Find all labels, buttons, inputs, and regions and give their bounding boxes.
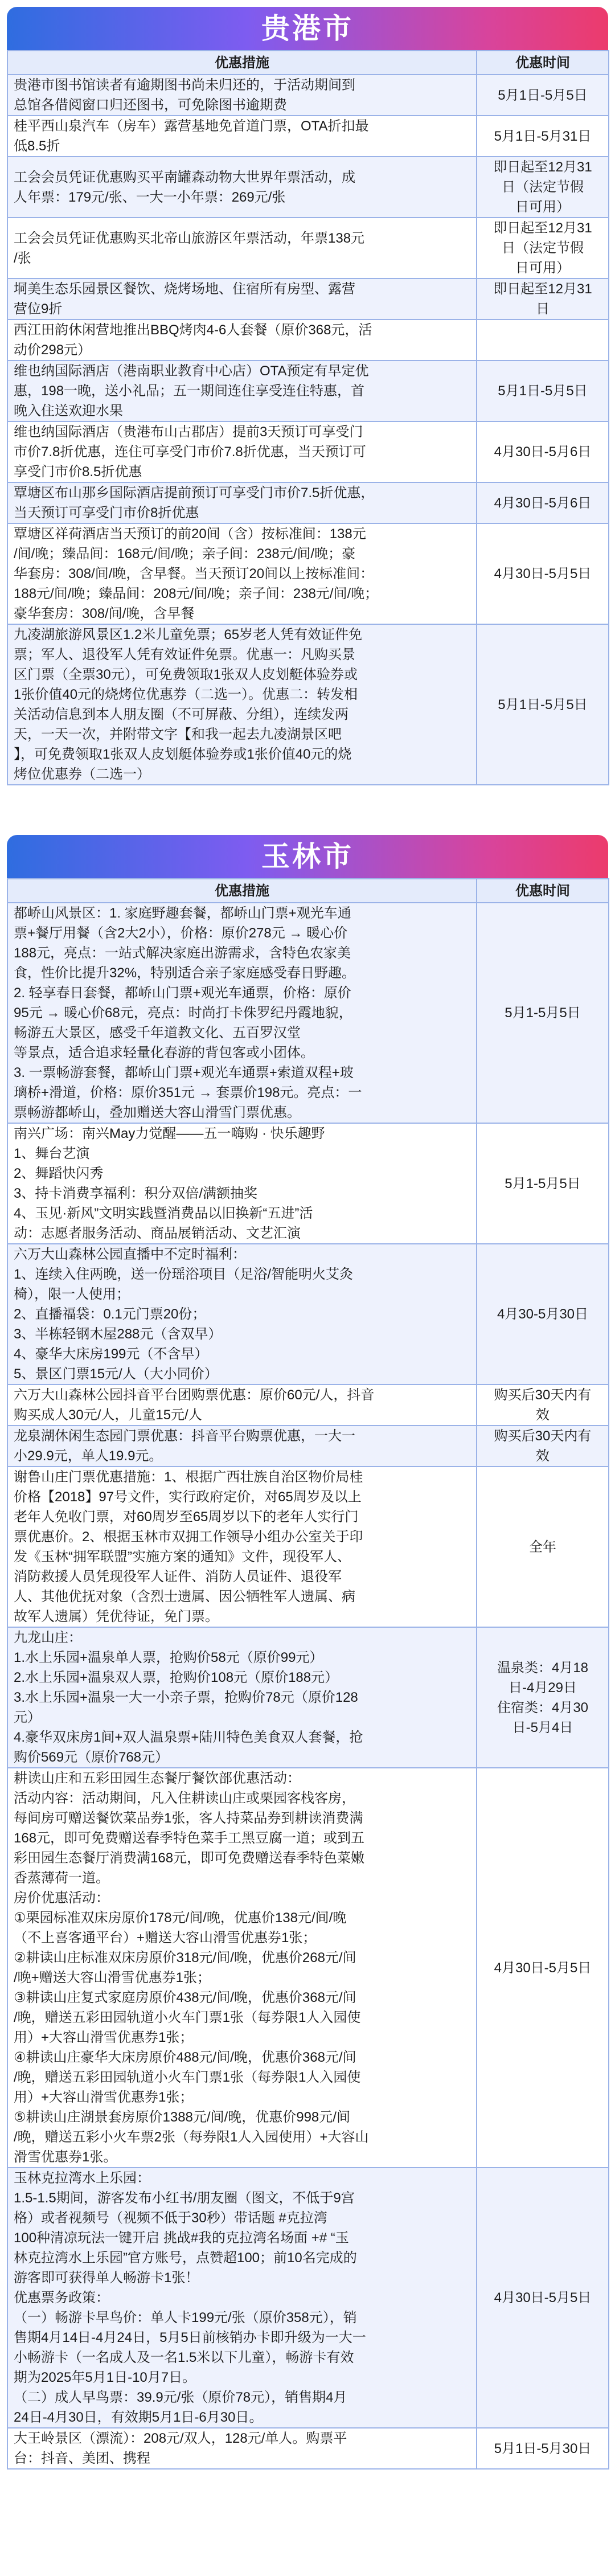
offer-measure-cell xyxy=(7,523,477,624)
offer-measure-line: 票；军人、退役军人凭有效证件免票。优惠一：凡购买景 xyxy=(14,647,355,662)
offer-time-line: 5月1-5月5日 xyxy=(505,1005,581,1021)
offer-measure-cell xyxy=(7,903,477,1123)
offer-measure-line: 彩田园生态餐厅消费满168元，即可免费赠送春季特色菜嫩 xyxy=(14,1850,365,1866)
offer-measure-line: 每间房可赠送餐饮菜品券1张，客人持菜品券到耕读消费满 xyxy=(14,1811,363,1826)
offer-measure-line: 覃塘区布山那乡国际酒店提前预订可享受门市价7.5折优惠， xyxy=(14,485,375,501)
offer-measure-cell xyxy=(7,421,477,482)
offer-measure-line: 100种清凉玩法一键开启 挑战#我的克拉湾名场面 +# “玉 xyxy=(14,2230,349,2246)
offer-measure-line: 九凌湖旅游风景区1.2米儿童免票；65岁老人凭有效证件免 xyxy=(14,627,363,642)
offer-measure-cell xyxy=(7,1768,477,2168)
offer-time-line: 4月30日-5月6日 xyxy=(494,495,592,511)
table-row xyxy=(7,624,609,785)
offer-time-cell xyxy=(477,157,609,218)
offer-measure-line: ②耕读山庄标准双床房原价318元/间/晚，优惠价268元/间 xyxy=(14,1950,356,1965)
offer-measure-line: 晚入住送欢迎水果 xyxy=(14,403,123,419)
offer-time-cell xyxy=(477,523,609,624)
offer-measure-line: 六万大山森林公园抖音平台团购票优惠：原价60元/人，抖音 xyxy=(14,1387,375,1403)
offer-time-cell xyxy=(477,218,609,279)
offer-measure-line: 惠，198一晚，送小礼品；五一期间连住享受连住特惠，首 xyxy=(14,383,365,399)
offer-time-cell xyxy=(477,361,609,421)
offer-measure-line: 维也纳国际酒店（港南职业教育中心店）OTA预定有早定优 xyxy=(14,363,369,379)
offer-measure-line: /张 xyxy=(14,250,31,266)
offer-measure-line: 2、直播福袋：0.1元门票20份； xyxy=(14,1307,206,1322)
offer-measure-line: 工会会员凭证优惠购买平南罐森动物大世界年票活动，成 xyxy=(14,169,355,185)
offer-measure-line: 5、景区门票15元/人（大小同价） xyxy=(14,1366,218,1382)
offer-measure-line: 天，一天一次，并附带文字【和我一起去九凌湖景区吧 xyxy=(14,727,342,742)
offer-measure-line: 维也纳国际酒店（贵港布山古郡店）提前3天预订可享受门 xyxy=(14,424,363,440)
offer-measure-line: 168元，即可免费赠送春季特色菜手工黑豆腐一道；或到五 xyxy=(14,1830,365,1846)
offer-measure-line: 期为2025年5月1日-10月7日。 xyxy=(14,2370,196,2385)
offer-measure-line: ④耕读山庄豪华大床房原价488元/间/晚，优惠价368元/间 xyxy=(14,2050,356,2065)
offer-measure-line: 都峤山风景区：1. 家庭野趣套餐，都峤山门票+观光车通 xyxy=(14,906,351,921)
offer-time-line: 温泉类：4月18 xyxy=(497,1660,589,1676)
offer-measure-line: 老年人免收门票，对60周岁至65周岁以下的老年人实行门 xyxy=(14,1509,359,1525)
offer-time-cell xyxy=(477,624,609,785)
offer-measure-line: 市价7.8折优惠，连住可享受门市价7.8折优惠，当天预订可 xyxy=(14,444,366,460)
offer-time-cell xyxy=(477,1385,609,1426)
offer-measure-line: 当天预订可享受门市价8折优惠 xyxy=(14,505,199,521)
offer-measure-cell xyxy=(7,624,477,785)
table-body-guigang xyxy=(7,75,609,785)
offer-measure-line: 桂平西山泉汽车（房车）露营基地免首道门票，OTA折扣最 xyxy=(14,118,369,134)
offer-measure-line: （一）畅游卡早鸟价：单人卡199元/张（原价358元），销 xyxy=(14,2310,357,2325)
table-body-yulin xyxy=(7,903,609,2469)
offer-measure-line: 西江田韵休闲营地推出BBQ烤肉4-6人套餐（原价368元，活 xyxy=(14,322,372,338)
offer-measure-line: 售期4月14日-4月24日，5月5日前核销办卡即升级为一大一 xyxy=(14,2330,366,2345)
offer-time-cell xyxy=(477,279,609,320)
offer-measure-cell xyxy=(7,320,477,361)
offer-measure-line: 动：志愿者服务活动、商品展销活动、文艺汇演 xyxy=(14,1226,301,1241)
offer-measure-line: 香蒸薄荷一道。 xyxy=(14,1870,109,1886)
offer-measure-line: 4、豪华大床房199元（不含早） xyxy=(14,1346,208,1362)
offer-measure-line: 用）+大容山滑雪优惠券1张； xyxy=(14,2030,194,2045)
offer-time-cell xyxy=(477,2168,609,2428)
offer-measure-line: （不上喜客通平台）+赠送大容山滑雪优惠券1张； xyxy=(14,1930,317,1946)
offer-measure-line: 九龙山庄： xyxy=(14,1630,82,1645)
offer-time-cell xyxy=(477,1426,609,1467)
offer-measure-line: 3、半栋轻钢木屋288元（含双早） xyxy=(14,1326,222,1342)
offer-measure-cell xyxy=(7,116,477,157)
offer-measure-line: /晚+赠送大容山滑雪优惠券1张； xyxy=(14,1970,211,1985)
city-title-yulin: 玉林市 xyxy=(7,835,608,878)
offer-measure-line: 格）或者视频号（视频不低于30秒）带话题 #克拉湾 xyxy=(14,2210,327,2226)
offers-table-guigang xyxy=(7,50,609,785)
offer-measure-line: 林克拉湾水上乐园”官方账号，点赞超100；前10名完成的 xyxy=(14,2250,357,2266)
offer-time-line: 即日起至12月31 xyxy=(493,281,592,297)
offer-measure-line: 1、连续入住两晚，送一份瑶浴项目（足浴/智能明火艾灸 xyxy=(14,1267,354,1282)
offer-time-line: 日可用） xyxy=(515,260,570,276)
table-row xyxy=(7,2428,609,2469)
city-title-guigang: 贵港市 xyxy=(7,7,608,50)
offer-time-line: 日-4月29日 xyxy=(508,1680,577,1696)
offer-measure-line: 小畅游卡（一名成人及一名1.5米以下儿童），畅游卡有效 xyxy=(14,2350,354,2365)
offer-measure-line: /间/晚；臻品间：168元/间/晚；亲子间：238元/间/晚；豪 xyxy=(14,546,356,562)
column-header-time: 优惠时间 xyxy=(477,879,609,903)
offer-measure-line: 椅），限一人使用； xyxy=(14,1287,130,1302)
offer-measure-line: 六万大山森林公园直播中不定时福利： xyxy=(14,1247,246,1262)
table-row xyxy=(7,523,609,624)
offer-measure-line: 2.水上乐园+温泉双人票，抢购价108元（原价188元） xyxy=(14,1670,339,1685)
offer-measure-cell xyxy=(7,1244,477,1385)
offer-measure-line: 畅游五大景区，感受千年道教文化、五百罗汉堂 xyxy=(14,1025,301,1041)
offer-time-line: 4月30日-5月5日 xyxy=(494,566,592,581)
offer-measure-line: 营位9折 xyxy=(14,301,63,317)
offer-measure-line: 1.5-1.5期间，游客发布小红书/朋友圈（图文，不低于9宫 xyxy=(14,2190,355,2206)
offer-measure-line: 故军人遗属）凭优待证，免门票。 xyxy=(14,1609,219,1624)
offer-time-cell xyxy=(477,421,609,482)
offer-measure-cell xyxy=(7,1385,477,1426)
offer-time-line: 5月1-5月5日 xyxy=(505,1176,581,1191)
offer-measure-line: 人年票：179元/张、一大一小年票：269元/张 xyxy=(14,189,286,205)
table-row xyxy=(7,1385,609,1426)
offer-measure-line: 4.豪华双床房1间+双人温泉票+陆川特色美食双人套餐，抢 xyxy=(14,1730,363,1745)
table-row xyxy=(7,279,609,320)
offer-measure-line: 188元，亮点：一站式解决家庭出游需求，含特色农家美 xyxy=(14,945,351,961)
column-header-measure: 优惠措施 xyxy=(7,51,477,75)
offer-measure-cell xyxy=(7,2168,477,2428)
offer-measure-line: 人、其他优抚对象（含烈士遗属、因公牺牲军人遗属、病 xyxy=(14,1589,355,1604)
offer-time-cell xyxy=(477,2428,609,2469)
offer-time-line: 日（法定节假 xyxy=(502,179,584,195)
offer-measure-line: 等景点，适合追求轻量化春游的背包客或小团体。 xyxy=(14,1045,314,1060)
offer-measure-line: ⑤耕读山庄湖景套房原价1388元/间/晚，优惠价998元/间 xyxy=(14,2110,350,2125)
offer-time-line: 日可用） xyxy=(515,199,570,215)
offer-measure-line: 工会会员凭证优惠购买北帝山旅游区年票活动，年票138元 xyxy=(14,230,365,246)
table-row xyxy=(7,1123,609,1244)
offer-time-line: 4月30日-5月5日 xyxy=(494,1960,592,1976)
column-header-measure: 优惠措施 xyxy=(7,879,477,903)
offer-measure-line: 大王岭景区（漂流）：208元/双人，128元/单人。购票平 xyxy=(14,2431,347,2446)
offer-measure-line: 总馆各借阅窗口归还图书，可免除图书逾期费 xyxy=(14,97,287,113)
offer-measure-line: 龙泉湖休闲生态园门票优惠：抖音平台购票优惠，一大一 xyxy=(14,1428,355,1444)
offer-measure-line: ③耕读山庄复式家庭房原价438元/间/晚，优惠价368元/间 xyxy=(14,1990,356,2005)
table-row xyxy=(7,482,609,523)
column-header-time: 优惠时间 xyxy=(477,51,609,75)
table-row xyxy=(7,1467,609,1627)
table-row xyxy=(7,116,609,157)
offer-measure-cell xyxy=(7,1467,477,1627)
offer-measure-line: 豪华套房：308/间/晚，含早餐 xyxy=(14,606,195,621)
offer-measure-line: 3.水上乐园+温泉一大一小亲子票，抢购价78元（原价128 xyxy=(14,1690,358,1705)
offer-measure-line: 关活动信息到本人朋友圈（不可屏蔽、分组），连续发两 xyxy=(14,707,348,722)
table-row xyxy=(7,1426,609,1467)
offer-time-line: 5月1日-5月5日 xyxy=(498,697,588,712)
table-row xyxy=(7,1244,609,1385)
table-row xyxy=(7,75,609,116)
offer-measure-line: 3. 一票畅游套餐，都峤山门票+观光车通票+索道双程+玻 xyxy=(14,1065,354,1080)
offer-time-line: 即日起至12月31 xyxy=(493,220,592,236)
table-row xyxy=(7,1768,609,2168)
offer-time-line: 购买后30天内有 xyxy=(494,1387,592,1403)
offer-measure-line: 谢鲁山庄门票优惠措施：1、根据广西壮族自治区物价局桂 xyxy=(14,1469,363,1485)
offer-time-line: 住宿类：4月30 xyxy=(497,1699,589,1715)
offer-measure-line: 区门票（全票30元），可免费领取1张双人皮划艇体验券或 xyxy=(14,667,358,682)
offer-time-cell xyxy=(477,1627,609,1768)
offer-measure-line: 元） xyxy=(14,1710,41,1725)
offer-time-line: 5月1日-5月5日 xyxy=(498,87,588,103)
table-row xyxy=(7,218,609,279)
offer-time-cell xyxy=(477,320,609,361)
offer-measure-line: 188元/间/晚；臻品间：208元/间/晚；亲子间：238元/间/晚； xyxy=(14,586,379,601)
offer-measure-line: 食，性价比提升32%，特别适合亲子家庭感受春日野趣。 xyxy=(14,965,356,981)
offer-measure-line: 2、舞蹈快闪秀 xyxy=(14,1166,104,1181)
table-row xyxy=(7,1627,609,1768)
offer-measure-line: 玉林克拉湾水上乐园： xyxy=(14,2170,150,2186)
offer-measure-line: 台：抖音、美团、携程 xyxy=(14,2451,150,2466)
offer-measure-line: 小29.9元，单人19.9元。 xyxy=(14,1448,163,1464)
offer-time-line: 全年 xyxy=(529,1539,556,1555)
offer-measure-line: 优惠票务政策： xyxy=(14,2290,109,2305)
table-row xyxy=(7,361,609,421)
offer-time-line: 5月1日-5月30日 xyxy=(494,2440,592,2456)
offer-measure-cell xyxy=(7,2428,477,2469)
offers-table-yulin xyxy=(7,878,609,2469)
offer-measure-cell xyxy=(7,157,477,218)
offer-measure-line: 购买成人30元/人，儿童15元/人 xyxy=(14,1407,202,1423)
offer-time-line: 日（法定节假 xyxy=(502,240,584,256)
offer-measure-cell xyxy=(7,482,477,523)
table-row xyxy=(7,421,609,482)
table-row xyxy=(7,903,609,1123)
offer-measure-line: 房价优惠活动： xyxy=(14,1890,109,1906)
offer-time-line: 5月1日-5月5日 xyxy=(498,383,588,399)
offer-measure-line: /晚，赠送五彩田园轨道小火车门票1张（每券限1人入园使 xyxy=(14,2010,361,2025)
offer-measure-line: 烤位优惠券（二选一） xyxy=(14,767,150,782)
offer-measure-line: 游客即可获得单人畅游卡1张！ xyxy=(14,2270,199,2286)
offer-measure-line: 发《玉林“拥军联盟”实施方案的通知》文件，现役军人、 xyxy=(14,1549,351,1565)
offer-time-line: 即日起至12月31 xyxy=(493,159,592,175)
offer-time-cell xyxy=(477,482,609,523)
offer-measure-line: （二）成人早鸟票：39.9元/张（原价78元），销售期4月 xyxy=(14,2390,347,2405)
offer-measure-line: 票畅游都峤山，叠加赠送大容山滑雪门票优惠。 xyxy=(14,1105,301,1120)
offer-time-line: 4月30-5月30日 xyxy=(497,1307,589,1322)
table-row xyxy=(7,2168,609,2428)
offer-time-line: 日-5月4日 xyxy=(512,1719,573,1735)
offer-measure-line: 4、玉见·新风”文明实践暨消费品以旧换新“五进”活 xyxy=(14,1206,313,1221)
offer-measure-line: 消防救援人员凭现役军人证件、消防人员证件、退役军 xyxy=(14,1569,342,1584)
offer-measure-line: 2. 轻享春日套餐，都峤山门票+观光车通票，价格：原价 xyxy=(14,985,351,1001)
offer-time-line: 购买后30天内有 xyxy=(494,1428,592,1444)
offer-measure-line: 3、持卡消费享福利：积分双倍/满额抽奖 xyxy=(14,1186,258,1201)
offer-measure-line: 1、舞台艺演 xyxy=(14,1146,90,1161)
offer-time-cell xyxy=(477,1467,609,1627)
offer-measure-line: /晚，赠送五彩田园轨道小火车门票1张（每券限1人入园使 xyxy=(14,2070,361,2085)
offer-measure-cell xyxy=(7,75,477,116)
offer-measure-line: 用）+大容山滑雪优惠券1张； xyxy=(14,2090,194,2105)
offer-time-cell xyxy=(477,1123,609,1244)
offer-time-line: 4月30日-5月6日 xyxy=(494,444,592,460)
offer-time-cell xyxy=(477,1244,609,1385)
offer-measure-cell xyxy=(7,361,477,421)
offer-measure-cell xyxy=(7,218,477,279)
offer-time-line: 效 xyxy=(536,1448,550,1464)
offer-measure-line: 活动内容：活动期间，凡入住耕读山庄或栗园客栈客房， xyxy=(14,1791,355,1806)
offer-measure-line: 票+餐厅用餐（含2大2小），价格：原价278元 → 暖心价 xyxy=(14,925,348,941)
offer-measure-line: 价格【2018】97号文件，实行政府定价，对65周岁及以上 xyxy=(14,1489,362,1505)
offer-time-cell xyxy=(477,75,609,116)
offer-measure-line: 南兴广场：南兴May力觉醒——五一嗨购 · 快乐趣野 xyxy=(14,1126,325,1141)
offer-time-line: 4月30日-5月5日 xyxy=(494,2290,592,2305)
offer-time-cell xyxy=(477,116,609,157)
offer-measure-cell xyxy=(7,1627,477,1768)
offer-measure-cell xyxy=(7,1426,477,1467)
offer-measure-line: 享受门市价8.5折优惠 xyxy=(14,464,142,480)
offer-measure-line: 24日-4月30日，有效期5月1日-6月30日。 xyxy=(14,2410,263,2425)
offer-measure-line: 垌美生态乐园景区餐饮、烧烤场地、住宿所有房型、露营 xyxy=(14,281,355,297)
table-row xyxy=(7,157,609,218)
offer-time-line: 效 xyxy=(536,1407,550,1423)
offer-measure-line: /晚，赠送五彩小火车票2张（每券限1人入园使用）+大容山 xyxy=(14,2129,369,2145)
offer-time-cell xyxy=(477,903,609,1123)
offer-measure-line: 1张价值40元的烧烤位优惠券（二选一）。优惠二：转发相 xyxy=(14,687,358,702)
offer-measure-line: 璃桥+滑道，价格：原价351元 → 套票价198元。亮点：一 xyxy=(14,1085,362,1100)
offer-measure-line: 低8.5折 xyxy=(14,138,60,154)
offer-time-line: 日 xyxy=(536,301,550,317)
offer-measure-line: 贵港市图书馆读者有逾期图书尚未归还的，于活动期间到 xyxy=(14,77,355,93)
offer-measure-line: 动价298元） xyxy=(14,342,92,358)
offer-measure-line: ①栗园标准双床房原价178元/间/晚，优惠价138元/间/晚 xyxy=(14,1910,347,1926)
offer-time-line: 5月1日-5月31日 xyxy=(494,128,592,144)
offer-measure-line: 票优惠价。2、根据玉林市双拥工作领导小组办公室关于印 xyxy=(14,1529,363,1545)
offer-measure-line: 】，可免费领取1张双人皮划艇体验券或1张价值40元的烧 xyxy=(14,747,352,762)
offer-measure-line: 95元 → 暖心价68元，亮点：时尚打卡侏罗纪丹霞地貌， xyxy=(14,1005,352,1021)
offer-measure-line: 购价569元（原价768元） xyxy=(14,1750,169,1765)
offer-measure-line: 耕读山庄和五彩田园生态餐厅餐饮部优惠活动： xyxy=(14,1771,301,1786)
offer-measure-cell xyxy=(7,279,477,320)
offer-time-cell xyxy=(477,1768,609,2168)
offer-measure-line: 滑雪优惠券1张。 xyxy=(14,2149,117,2165)
offer-measure-line: 华套房：308/间/晚，含早餐。当天预订20间以上按标准间： xyxy=(14,566,374,581)
offer-measure-line: 1.水上乐园+温泉单人票，抢购价58元（原价99元） xyxy=(14,1650,323,1665)
offer-measure-cell xyxy=(7,1123,477,1244)
table-row xyxy=(7,320,609,361)
offer-measure-line: 覃塘区祥荷酒店当天预订的前20间（含）按标准间：138元 xyxy=(14,526,366,542)
